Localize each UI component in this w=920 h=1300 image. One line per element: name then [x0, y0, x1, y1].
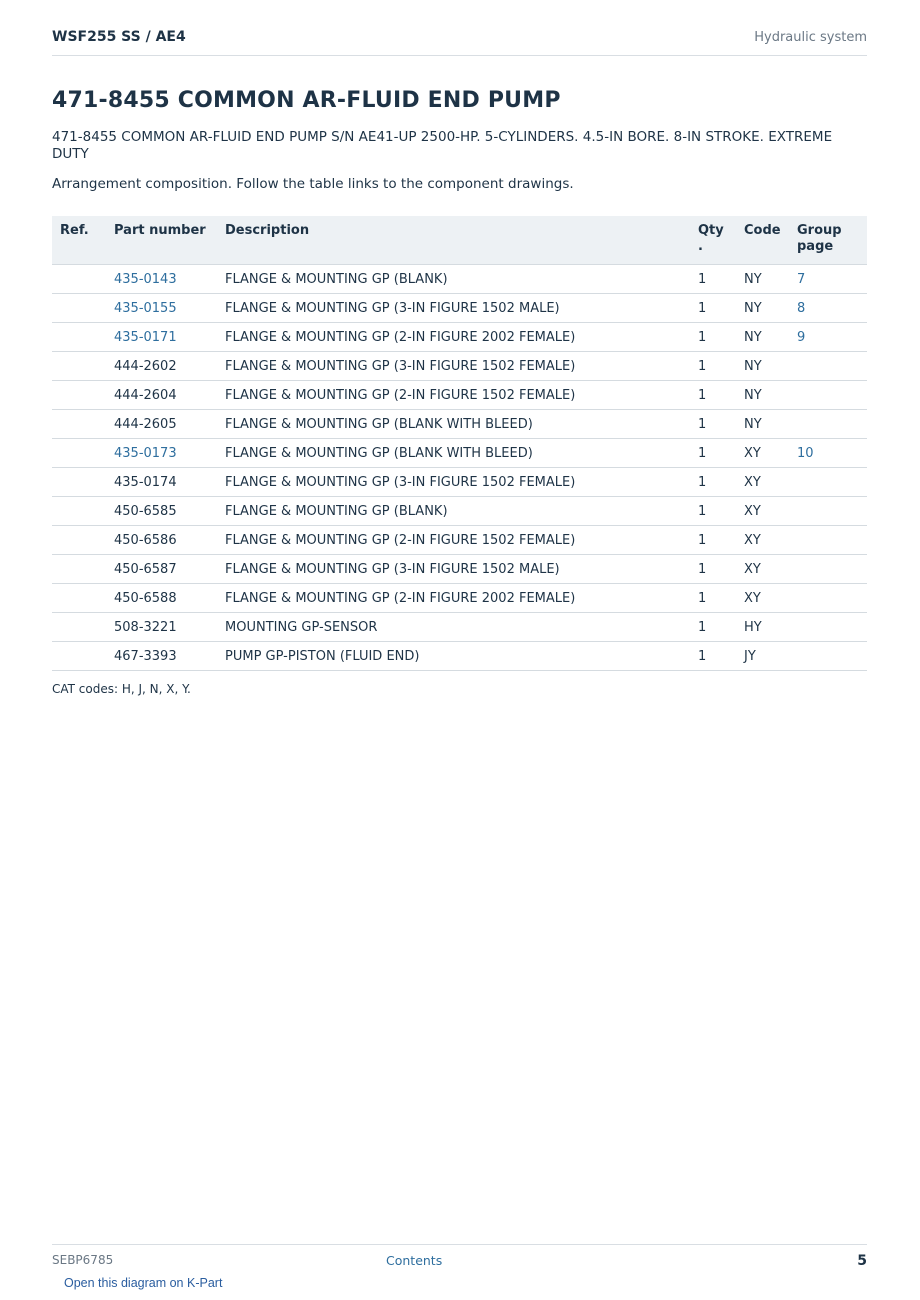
row-description: PUMP GP-PISTON (FLUID END) — [217, 642, 690, 671]
row-ref — [52, 526, 106, 555]
part-number-link[interactable]: 435-0143 — [114, 271, 177, 287]
page-header — [52, 26, 867, 56]
row-qty: 1 — [690, 555, 736, 584]
row-code: XY — [736, 584, 789, 613]
table-row — [52, 265, 867, 294]
contents-link[interactable]: Contents — [386, 1253, 443, 1268]
row-part-number: 508-3221 — [106, 613, 217, 642]
row-description: FLANGE & MOUNTING GP (2-IN FIGURE 1502 FEMALE) — [217, 381, 690, 410]
row-description: FLANGE & MOUNTING GP (3-IN FIGURE 1502 MALE) — [217, 555, 690, 584]
machine-model: WSF255 SS / AE4 — [52, 29, 186, 45]
row-ref — [52, 410, 106, 439]
table-row — [52, 410, 867, 439]
part-number-link[interactable]: 435-0155 — [114, 300, 177, 316]
row-description: FLANGE & MOUNTING GP (BLANK WITH BLEED) — [217, 439, 690, 468]
row-ref — [52, 642, 106, 671]
row-code: NY — [736, 265, 789, 294]
row-group-page — [789, 555, 867, 584]
row-code: NY — [736, 381, 789, 410]
table-row — [52, 584, 867, 613]
column-header-part-number: Part number — [106, 216, 217, 265]
part-number-link[interactable]: 435-0173 — [114, 445, 177, 461]
table-row — [52, 352, 867, 381]
table-row — [52, 642, 867, 671]
row-ref — [52, 381, 106, 410]
row-description: FLANGE & MOUNTING GP (3-IN FIGURE 1502 FEMALE) — [217, 352, 690, 381]
row-group-page — [789, 468, 867, 497]
row-part-number: 444-2605 — [106, 410, 217, 439]
row-code: HY — [736, 613, 789, 642]
column-header-ref: Ref. — [52, 216, 106, 265]
group-page-link[interactable]: 7 — [797, 271, 806, 287]
row-code: XY — [736, 526, 789, 555]
row-code: NY — [736, 323, 789, 352]
row-qty: 1 — [690, 497, 736, 526]
row-qty: 1 — [690, 468, 736, 497]
intro-text: Arrangement composition. Follow the table links to the component drawings. — [52, 176, 574, 192]
column-header-qty: Qty . — [690, 216, 736, 265]
section-name: Hydraulic system — [754, 30, 867, 45]
row-qty: 1 — [690, 642, 736, 671]
row-code: XY — [736, 555, 789, 584]
table-row — [52, 468, 867, 497]
table-row — [52, 497, 867, 526]
row-part-number: 450-6587 — [106, 555, 217, 584]
parts-table — [52, 216, 867, 671]
row-description: FLANGE & MOUNTING GP (BLANK) — [217, 497, 690, 526]
row-part-number: 444-2602 — [106, 352, 217, 381]
row-code: NY — [736, 410, 789, 439]
row-qty: 1 — [690, 584, 736, 613]
table-row — [52, 439, 867, 468]
row-description: FLANGE & MOUNTING GP (3-IN FIGURE 1502 MALE) — [217, 294, 690, 323]
row-group-page — [789, 642, 867, 671]
row-code: XY — [736, 497, 789, 526]
row-group-page — [789, 526, 867, 555]
row-ref — [52, 323, 106, 352]
row-code: NY — [736, 294, 789, 323]
row-part-number: 444-2604 — [106, 381, 217, 410]
row-part-number: 435-0174 — [106, 468, 217, 497]
table-row — [52, 323, 867, 352]
row-ref — [52, 613, 106, 642]
row-description: FLANGE & MOUNTING GP (BLANK) — [217, 265, 690, 294]
row-part-number: 450-6586 — [106, 526, 217, 555]
row-qty: 1 — [690, 381, 736, 410]
row-group-page — [789, 584, 867, 613]
row-group-page — [789, 497, 867, 526]
row-qty: 1 — [690, 410, 736, 439]
row-group-page — [789, 381, 867, 410]
row-ref — [52, 584, 106, 613]
row-description: FLANGE & MOUNTING GP (BLANK WITH BLEED) — [217, 410, 690, 439]
row-part-number: 467-3393 — [106, 642, 217, 671]
row-code: XY — [736, 439, 789, 468]
open-diagram-kpart-link[interactable]: Open this diagram on K-Part — [64, 1276, 223, 1290]
row-description: FLANGE & MOUNTING GP (3-IN FIGURE 1502 FEMALE) — [217, 468, 690, 497]
table-header-row — [52, 216, 867, 265]
cat-codes-note: CAT codes: H, J, N, X, Y. — [52, 682, 191, 696]
row-ref — [52, 555, 106, 584]
row-description: FLANGE & MOUNTING GP (2-IN FIGURE 2002 FEMALE) — [217, 584, 690, 613]
page-number: 5 — [857, 1253, 867, 1269]
column-header-code: Code — [736, 216, 789, 265]
row-part-number: 450-6588 — [106, 584, 217, 613]
part-number-link[interactable]: 435-0171 — [114, 329, 177, 345]
page-title: 471-8455 COMMON AR-FLUID END PUMP — [52, 88, 561, 113]
column-header-group-page: Group page — [789, 216, 867, 265]
table-row — [52, 381, 867, 410]
row-ref — [52, 265, 106, 294]
row-description: FLANGE & MOUNTING GP (2-IN FIGURE 2002 FEMALE) — [217, 323, 690, 352]
row-part-number: 450-6585 — [106, 497, 217, 526]
group-page-link[interactable]: 10 — [797, 445, 814, 461]
row-ref — [52, 352, 106, 381]
row-ref — [52, 468, 106, 497]
page-footer — [52, 1244, 867, 1275]
row-ref — [52, 439, 106, 468]
row-ref — [52, 497, 106, 526]
row-code: JY — [736, 642, 789, 671]
row-qty: 1 — [690, 323, 736, 352]
row-qty: 1 — [690, 613, 736, 642]
row-group-page — [789, 352, 867, 381]
row-qty: 1 — [690, 439, 736, 468]
column-header-description: Description — [217, 216, 690, 265]
table-row — [52, 555, 867, 584]
row-description: MOUNTING GP-SENSOR — [217, 613, 690, 642]
row-ref — [52, 294, 106, 323]
group-page-link[interactable]: 9 — [797, 329, 806, 345]
row-group-page — [789, 613, 867, 642]
row-code: NY — [736, 352, 789, 381]
table-row — [52, 526, 867, 555]
table-row — [52, 613, 867, 642]
group-page-link[interactable]: 8 — [797, 300, 806, 316]
row-qty: 1 — [690, 352, 736, 381]
row-qty: 1 — [690, 294, 736, 323]
row-qty: 1 — [690, 265, 736, 294]
row-description: FLANGE & MOUNTING GP (2-IN FIGURE 1502 FEMALE) — [217, 526, 690, 555]
document-id: SEBP6785 — [52, 1253, 114, 1267]
table-row — [52, 294, 867, 323]
row-group-page — [789, 410, 867, 439]
page-subtitle: 471-8455 COMMON AR-FLUID END PUMP S/N AE41-UP 2500-HP. 5-CYLINDERS. 4.5-IN BORE. 8-IN STROKE. EXTREME DUTY — [52, 129, 833, 162]
row-qty: 1 — [690, 526, 736, 555]
row-code: XY — [736, 468, 789, 497]
